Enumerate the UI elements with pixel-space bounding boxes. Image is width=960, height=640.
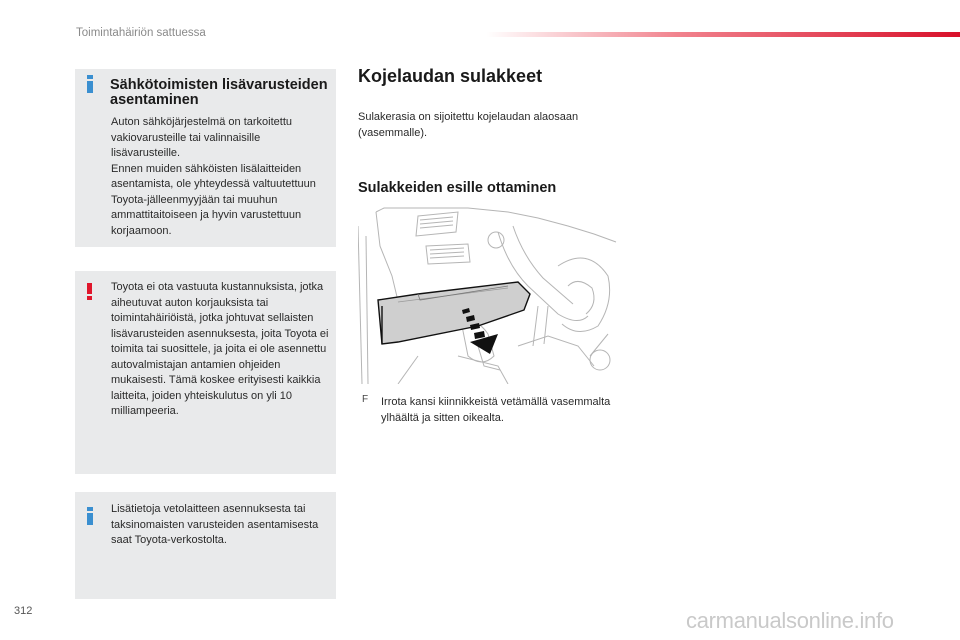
bullet-marker: F — [362, 394, 369, 405]
header-accent-bar — [486, 32, 960, 37]
running-header: Toimintahäiriön sattuessa — [76, 27, 206, 39]
install-box-paragraph-1: Auton sähköjärjestelmä on tarkoitettu vakiovarusteille tai valinnaisille lisävarusteille. — [111, 116, 292, 159]
warning-box-text: Toyota ei ota vastuuta kustannuksista, jotka aiheutuvat auton korjauksista tai toimintahäiriöistä, jotka johtuvat sellaisten lisävarusteiden asennuksesta, joita Toyota ei toimita tai suosittele, ja joita ei ole asennettu autovalmistajan antamien ohjeiden mukaisesti. Tämä koskee erityisesti kaikkia laitteita, joiden yhteiskulutus on yli 10 milliampeeria. — [111, 281, 329, 417]
network-info-text: Lisätietoja vetolaitteen asennuksesta tai taksinomaisten varusteiden asentamisesta saat Toyota-verkostolta. — [111, 503, 319, 546]
section-heading: Kojelaudan sulakkeet — [358, 66, 543, 86]
fuse-panel-illustration — [358, 206, 620, 384]
instruction-text: Irrota kansi kiinnikkeistä vetämällä vasemmalta ylhäältä ja sitten oikealta. — [381, 396, 611, 424]
install-box-title: Sähkötoimisten lisävarusteiden asentaminen — [110, 77, 328, 108]
install-box-paragraph-2: Ennen muiden sähköisten lisälaitteiden asentamista, ole yhteydessä valtuutettuun Toyota-jälleenmyyjään tai muuhun ammattitaitoiseen ja hyvin varustettuun korjaamoon. — [111, 162, 316, 237]
section-paragraph: Sulakerasia on sijoitettu kojelaudan alaosaan (vasemmalle). — [358, 111, 579, 139]
watermark: carmanualsonline.info — [686, 608, 894, 633]
install-box-text — [111, 115, 329, 239]
info-icon — [86, 507, 94, 525]
page-number: 312 — [14, 605, 33, 617]
warning-icon — [87, 283, 93, 300]
info-icon — [86, 75, 94, 93]
subsection-heading: Sulakkeiden esille ottaminen — [358, 180, 557, 196]
